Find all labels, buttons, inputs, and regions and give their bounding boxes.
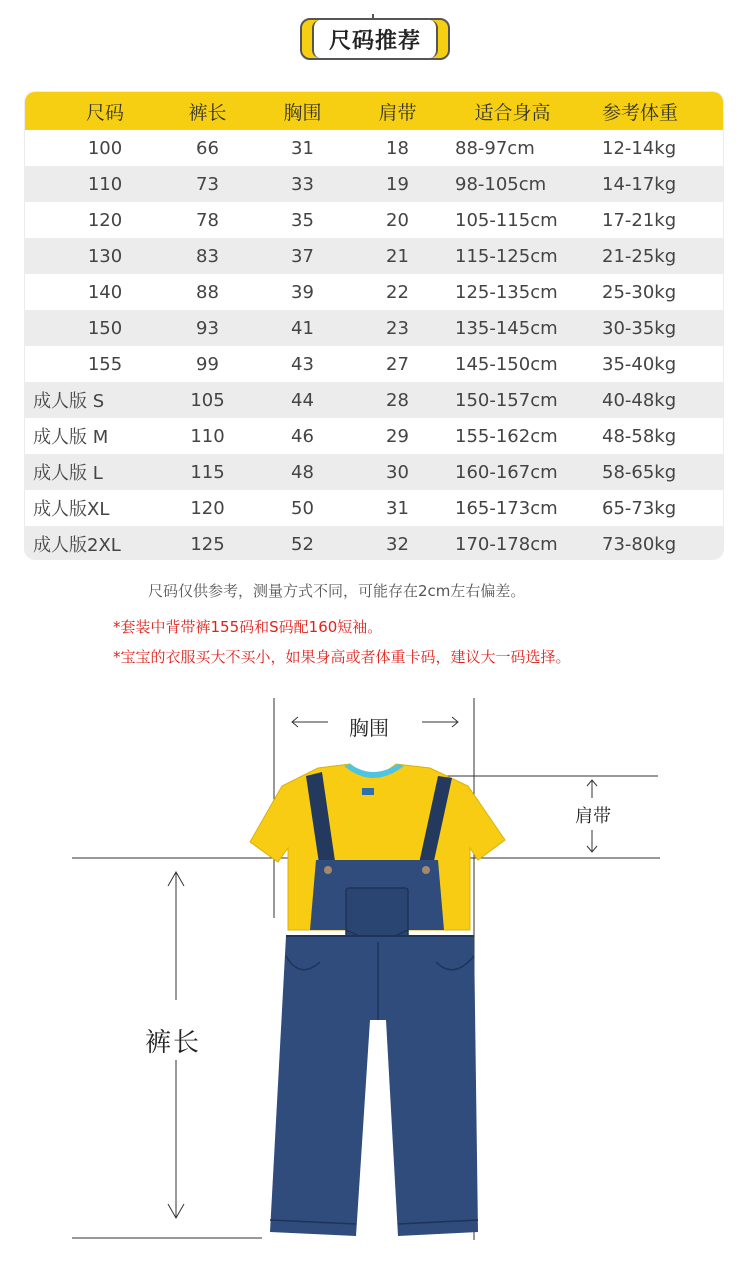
cell-weight: 40-48kg: [602, 389, 677, 411]
header-chest: 胸围: [283, 101, 322, 124]
cell-weight: 35-40kg: [602, 353, 677, 375]
table-row: [25, 382, 723, 418]
strap-label: 肩带: [575, 806, 611, 827]
size-table: [25, 92, 723, 559]
cell-height: 98-105cm: [455, 173, 547, 195]
table-row: [25, 130, 723, 166]
header-size: 尺码: [85, 101, 124, 124]
cell-chest: 35: [291, 209, 314, 231]
cell-strap: 28: [386, 389, 409, 411]
cell-weight: 21-25kg: [602, 245, 677, 267]
table-row: [25, 238, 723, 274]
table-row: [25, 346, 723, 382]
cell-pants-length: 110: [190, 425, 225, 447]
cell-weight: 14-17kg: [602, 173, 677, 195]
cell-size: 成人版 L: [33, 463, 103, 484]
cell-strap: 30: [386, 461, 409, 483]
cell-strap: 31: [386, 497, 409, 519]
cell-pants-length: 66: [196, 137, 219, 159]
cell-strap: 19: [386, 173, 409, 195]
cell-size: 成人版2XL: [33, 535, 121, 556]
cell-pants-length: 105: [190, 389, 225, 411]
cell-pants-length: 88: [196, 281, 219, 303]
cell-weight: 48-58kg: [602, 425, 677, 447]
cell-pants-length: 120: [190, 497, 225, 519]
cell-weight: 17-21kg: [602, 209, 677, 231]
cell-size: 150: [87, 317, 123, 339]
cell-size: 110: [87, 173, 123, 195]
cell-height: 160-167cm: [455, 461, 558, 483]
table-row: [25, 454, 723, 490]
cell-height: 125-135cm: [455, 281, 558, 303]
cell-chest: 37: [291, 245, 314, 267]
cell-height: 135-145cm: [455, 317, 558, 339]
cell-strap: 29: [386, 425, 409, 447]
cell-chest: 39: [291, 281, 314, 303]
cell-height: 155-162cm: [455, 425, 558, 447]
table-row: [25, 274, 723, 310]
cell-height: 165-173cm: [455, 497, 558, 519]
cell-chest: 31: [291, 137, 314, 159]
cell-pants-length: 83: [196, 245, 219, 267]
title-section: [0, 0, 750, 80]
cell-pants-length: 78: [196, 209, 219, 231]
title-badge: [300, 18, 450, 60]
cell-weight: 30-35kg: [602, 317, 677, 339]
cell-weight: 58-65kg: [602, 461, 677, 483]
cell-pants-length: 73: [196, 173, 219, 195]
cell-strap: 21: [386, 245, 409, 267]
table-row: [25, 310, 723, 346]
table-row: [25, 418, 723, 454]
overalls-illustration: [0, 680, 750, 1279]
cell-height: 115-125cm: [455, 245, 558, 267]
cell-chest: 44: [291, 389, 314, 411]
cell-size: 140: [87, 281, 123, 303]
cell-chest: 41: [291, 317, 314, 339]
cell-pants-length: 115: [190, 461, 225, 483]
cell-size: 130: [87, 245, 123, 267]
header-height: 适合身高: [474, 101, 551, 124]
cell-strap: 22: [386, 281, 409, 303]
cell-chest: 52: [291, 533, 314, 555]
cell-strap: 20: [386, 209, 409, 231]
cell-height: 105-115cm: [455, 209, 558, 231]
cell-chest: 50: [291, 497, 314, 519]
cell-chest: 43: [291, 353, 314, 375]
header-pants-length: 裤长: [188, 101, 227, 124]
table-body: [25, 130, 723, 559]
cell-weight: 73-80kg: [602, 533, 677, 555]
header-strap: 肩带: [378, 101, 417, 124]
cell-pants-length: 125: [190, 533, 225, 555]
measurement-diagram: [0, 680, 750, 1279]
cell-size: 成人版 S: [33, 391, 105, 412]
cell-size: 155: [87, 353, 123, 375]
cell-strap: 32: [386, 533, 409, 555]
pants-length-label: 裤长: [145, 1028, 202, 1058]
table-row: [25, 166, 723, 202]
cell-pants-length: 99: [196, 353, 219, 375]
table-row: [25, 490, 723, 526]
advice-note: *宝宝的衣服买大不买小，如果身高或者体重卡码，建议大一码选择。: [113, 648, 571, 666]
cell-height: 170-178cm: [455, 533, 558, 555]
cell-chest: 46: [291, 425, 314, 447]
cell-weight: 65-73kg: [602, 497, 677, 519]
cell-size: 成人版 M: [33, 427, 109, 448]
cell-size: 120: [87, 209, 123, 231]
cell-height: 88-97cm: [455, 137, 535, 159]
disclaimer-note: 尺码仅供参考，测量方式不同，可能存在2cm左右偏差。: [148, 582, 526, 600]
table-header-row: [25, 92, 723, 130]
table-row: [25, 526, 723, 559]
table-row: [25, 202, 723, 238]
cell-chest: 33: [291, 173, 314, 195]
cell-weight: 12-14kg: [602, 137, 677, 159]
set-note: *套装中背带裤155码和S码配160短袖。: [113, 618, 383, 636]
cell-strap: 18: [386, 137, 409, 159]
cell-size: 成人版XL: [33, 499, 110, 520]
cell-weight: 25-30kg: [602, 281, 677, 303]
cell-height: 145-150cm: [455, 353, 558, 375]
cell-strap: 23: [386, 317, 409, 339]
cell-size: 100: [87, 137, 123, 159]
header-weight: 参考体重: [601, 101, 678, 124]
chest-label: 胸围: [349, 716, 389, 740]
cell-chest: 48: [291, 461, 314, 483]
cell-pants-length: 93: [196, 317, 219, 339]
cell-height: 150-157cm: [455, 389, 558, 411]
cell-strap: 27: [386, 353, 409, 375]
page-title: 尺码推荐: [312, 20, 438, 58]
